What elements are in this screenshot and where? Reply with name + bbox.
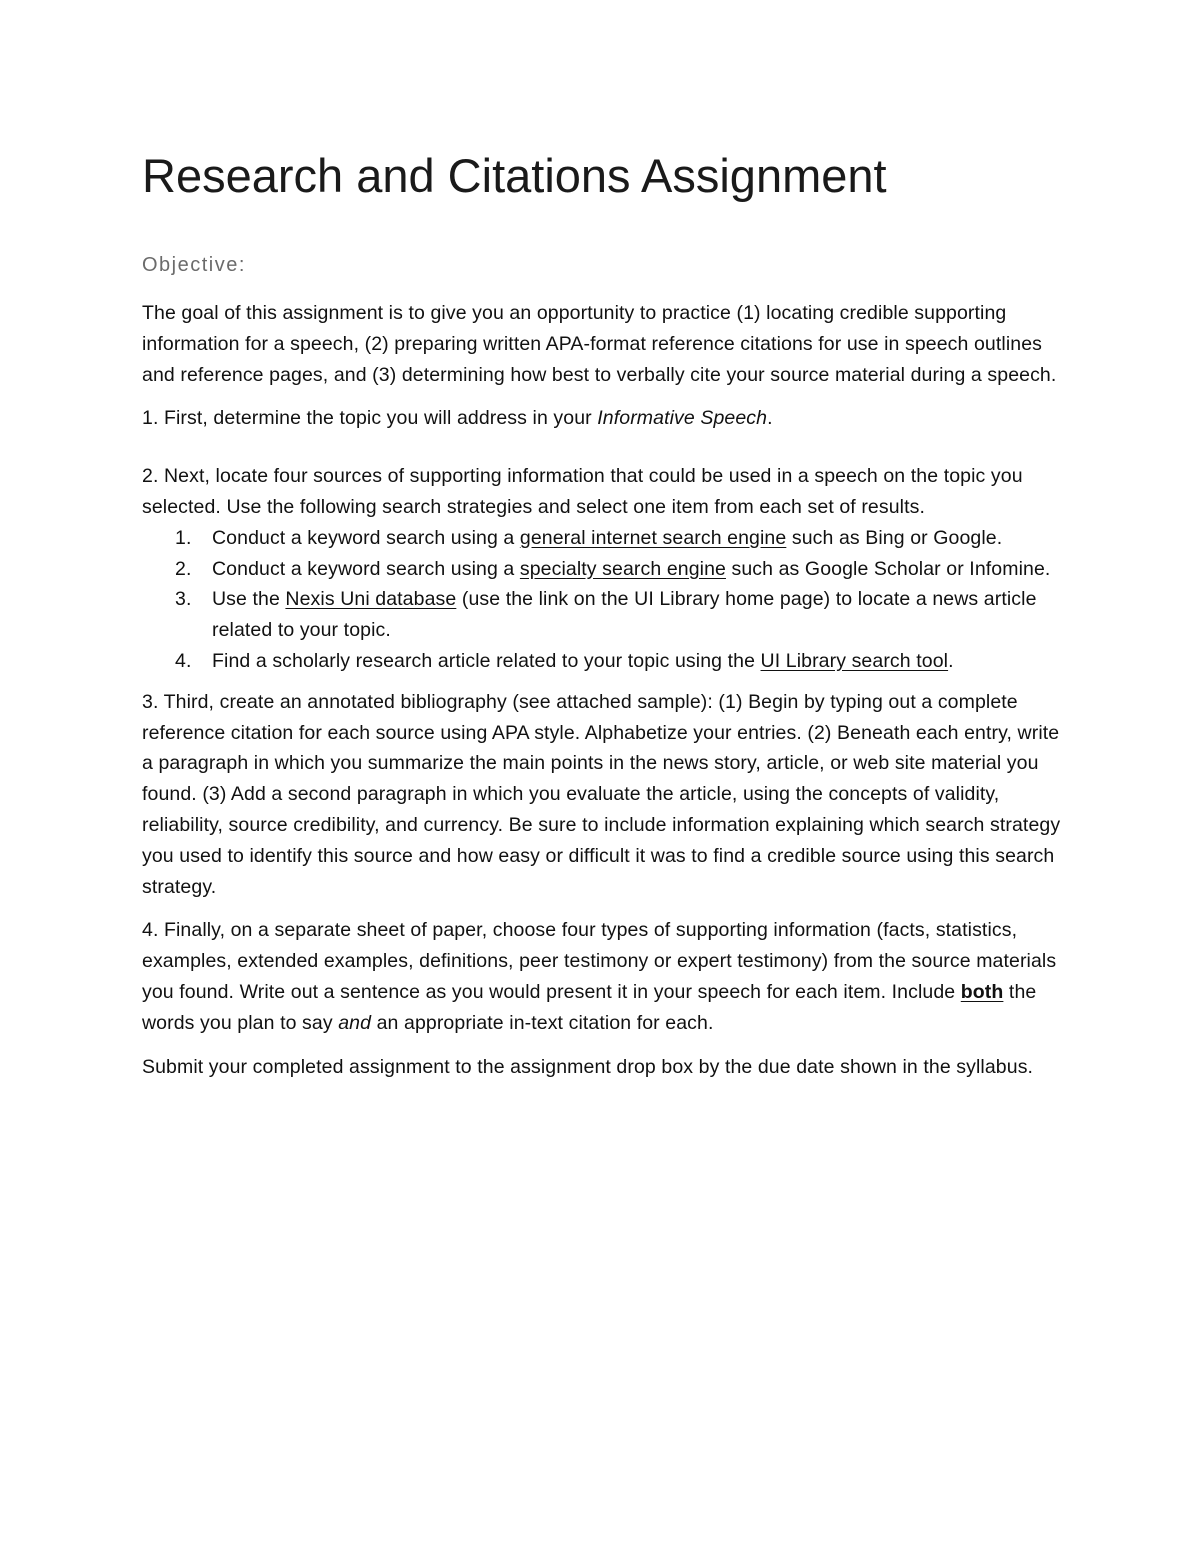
step-4-text: 4. Finally, on a separate sheet of paper, choose four types of supporting information (facts, statistics, examples, extended examples, definitions, peer testimony or expert testimony) from the source materials you found. Write out a sentence as you would present it in your speech for each item. Include <box>142 919 1057 1003</box>
list-item-text: Find a scholarly research article related to your topic using the <box>212 649 761 672</box>
document-title: Research and Citations Assignment <box>142 149 887 202</box>
informative-speech-emphasis: Informative Speech <box>597 407 768 430</box>
list-item <box>142 584 1067 646</box>
search-strategies-list <box>142 523 1067 677</box>
list-item-number: 1. <box>175 526 192 549</box>
list-item-text: Use the <box>212 588 286 611</box>
list-item-text-end: such as Google Scholar or Infomine. <box>725 557 1051 580</box>
list-item-text-end: (use the link on the UI Library home page) to locate a news article related to your topic. <box>212 588 1037 642</box>
list-item <box>142 646 1067 677</box>
specialty-search-engine-link[interactable]: specialty search engine <box>519 557 726 580</box>
list-item-text: Conduct a keyword search using a <box>212 526 520 549</box>
list-item-text-end: . <box>948 649 954 672</box>
list-item-number: 3. <box>175 588 192 611</box>
step-2-paragraph: 2. Next, locate four sources of supporting information that could be used in a speech on the topic you selected. Use the following search strategies and select one item from each set of results. <box>142 465 1023 518</box>
step-3-paragraph: 3. Third, create an annotated bibliography (see attached sample): (1) Begin by typing out a complete reference citation for each source using APA style. Alphabetize your entries. (2) Beneath each entry, write a paragraph in which you summarize the main points in the news story, article, or web site material you found. (3) Add a second paragraph in which you evaluate the article, using the concepts of validity, reliability, source credibility, and currency. Be sure to include information explaining which search strategy you used to identify this source and how easy or difficult it was to find a credible source using this search strategy. <box>142 690 1061 898</box>
list-item-number: 2. <box>175 557 192 580</box>
step-4-paragraph <box>142 915 1067 1038</box>
list-item <box>142 554 1067 585</box>
step-1-paragraph <box>142 403 1067 434</box>
list-item <box>142 523 1067 554</box>
list-item-number: 4. <box>175 649 192 672</box>
step-1-text: 1. First, determine the topic you will address in your <box>142 407 598 430</box>
ui-library-search-tool-link[interactable]: UI Library search tool <box>760 649 949 672</box>
submit-paragraph: Submit your completed assignment to the assignment drop box by the due date shown in the syllabus. <box>142 1055 1034 1078</box>
step-4-text-middle: the words you plan to say <box>142 980 1037 1034</box>
both-emphasis: both <box>960 980 1004 1003</box>
step-1-end: . <box>767 407 773 430</box>
nexis-uni-database-link[interactable]: Nexis Uni database <box>285 588 457 611</box>
document-page <box>142 140 1067 1082</box>
general-search-engine-link[interactable]: general internet search engine <box>519 526 787 549</box>
list-item-text-end: such as Bing or Google. <box>786 526 1003 549</box>
list-item-text: Conduct a keyword search using a <box>212 557 520 580</box>
step-4-text-end: an appropriate in-text citation for each. <box>371 1011 714 1034</box>
objective-heading: Objective: <box>142 254 246 276</box>
and-emphasis: and <box>338 1011 372 1034</box>
goal-paragraph: The goal of this assignment is to give you an opportunity to practice (1) locating credible supporting information for a speech, (2) preparing written APA-format reference citations for use in speech outlines and reference pages, and (3) determining how best to verbally cite your source material during a speech. <box>142 302 1057 386</box>
